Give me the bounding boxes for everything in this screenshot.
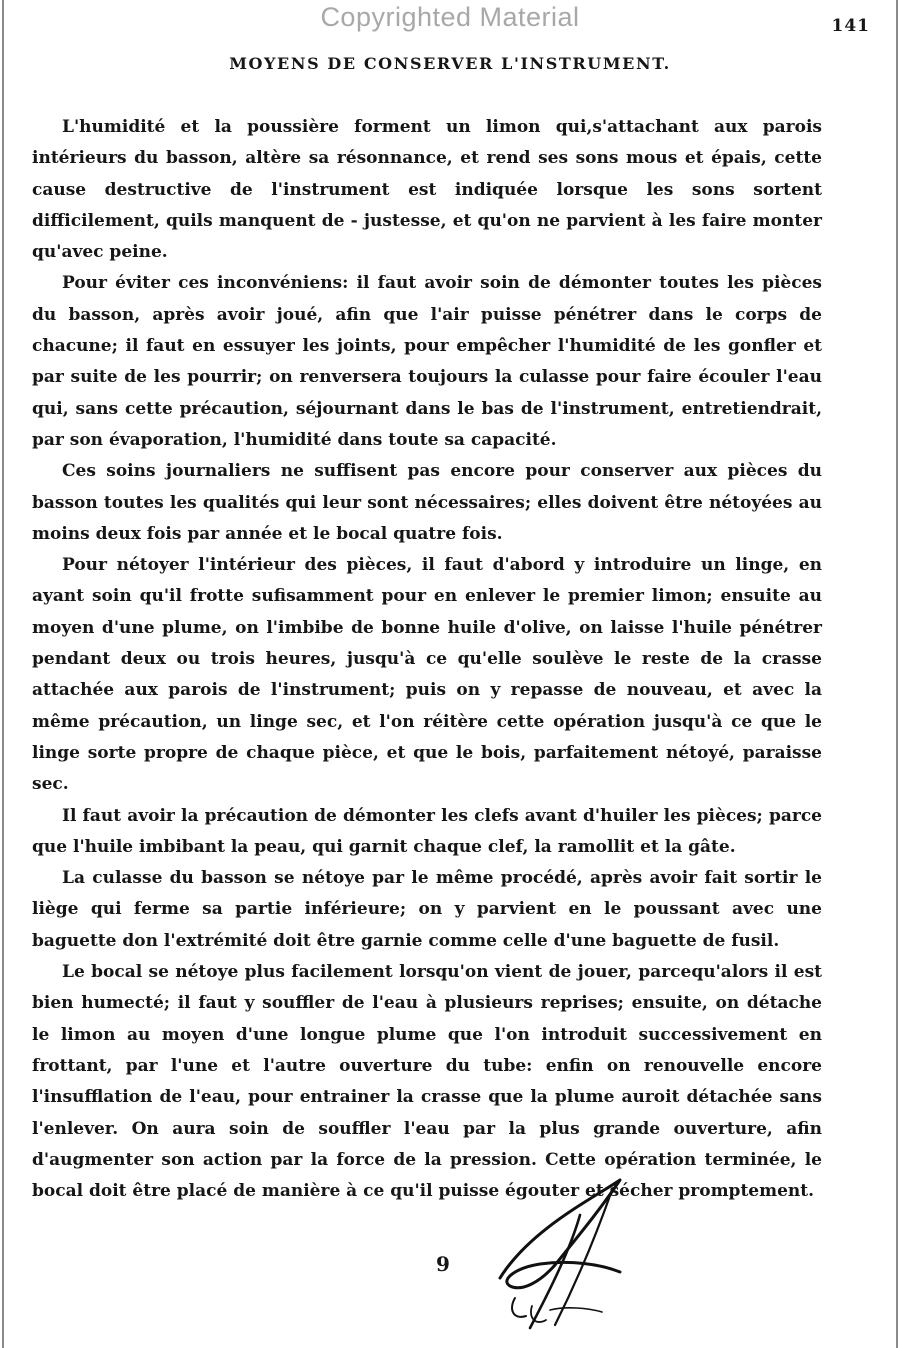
page-frame-left — [2, 0, 4, 1348]
paragraph-7: Le bocal se nétoye plus facilement lorsqu'on vient de jouer, parcequ'alors il est bien humecté; il faut y souffler de l'eau à plusieurs reprises; ensuite, on détache le limon au moyen d'une longue plume que l'on introduit successivement en frottant, par l'une et l'autre ouverture du tube: enfin on renouvelle encore l'insufflation de l'eau, pour entrainer la crasse que la plume auroit détachée sans l'enlever. On aura soin de souffler l'eau par la plus grande ouverture, afin d'augmenter son action par la force de la pression. Cette opération terminée, le bocal doit être placé de manière à ce qu'il puisse égouter et sécher promptement. — [32, 962, 822, 1202]
paragraph-6: La culasse du basson se nétoye par le même procédé, après avoir fait sortir le liège qui ferme sa partie inférieure; on y parvient en le poussant avec une baguette don l'extrémité doit être garnie comme celle d'une baguette de fusil. — [32, 868, 822, 951]
paragraph-4: Pour nétoyer l'intérieur des pièces, il faut d'abord y introduire un linge, en ayant soin qu'il frotte sufisamment pour en enlever le premier limon; ensuite au moyen d'une plume, on l'imbibe de bonne huile d'olive, on laisse l'huile pénétrer pendant deux ou trois heures, jusqu'à ce qu'elle soulève le reste de la crasse attachée aux parois de l'instrument; puis on y repasse de nouveau, et avec la même précaution, un linge sec, et l'on réitère cette opération jusqu'à ce que le linge sorte propre de chaque pièce, et que le bois, parfaitement nétoyé, paraisse sec. — [32, 555, 822, 795]
page-frame-right — [896, 0, 898, 1348]
copyright-watermark: Copyrighted Material — [320, 2, 580, 32]
page-number: 141 — [831, 16, 870, 36]
paragraph-5: Il faut avoir la précaution de démonter les clefs avant d'huiler les pièces; parce que l'huile imbibant la peau, qui garnit chaque clef, la ramollit et la gâte. — [32, 805, 822, 857]
signature-icon — [470, 1160, 670, 1340]
page-title: MOYENS DE CONSERVER L'INSTRUMENT. — [229, 54, 671, 73]
body-text — [32, 112, 822, 1207]
folio-number: 9 — [436, 1252, 450, 1276]
paragraph-3: Ces soins journaliers ne suffisent pas encore pour conserver aux pièces du basson toutes les qualités qui leur sont nécessaires; elles doivent être nétoyées au moins deux fois par année et le bocal quatre fois. — [32, 461, 822, 544]
paragraph-2: Pour éviter ces inconvéniens: il faut avoir soin de démonter toutes les pièces du basson, après avoir joué, afin que l'air puisse pénétrer dans le corps de chacune; il faut en essuyer les joints, pour empêcher l'humidité de les gonfler et par suite de les pourrir; on renversera toujours la culasse pour faire écouler l'eau qui, sans cette précaution, séjournant dans le bas de l'instrument, entretiendrait, par son évaporation, l'humidité dans toute sa capacité. — [32, 273, 822, 450]
paragraph-1: L'humidité et la poussière forment un limon qui,s'attachant aux parois intérieurs du basson, altère sa résonnance, et rend ses sons mous et épais, cette cause destructive de l'instrument est indiquée lorsque les sons sortent difficilement, quils manquent de - justesse, et qu'on ne parvient à les faire monter qu'avec peine. — [32, 117, 822, 263]
